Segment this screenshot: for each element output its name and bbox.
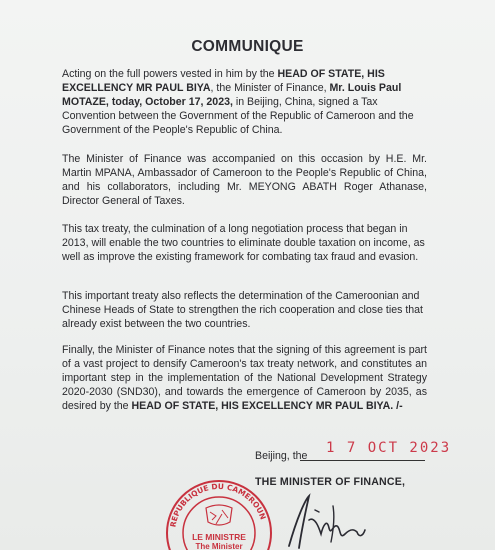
- paragraph-treaty-purpose: This tax treaty, the culmination of a long negotiation process that began in 2013, will enable the two countries to eliminate double taxation on income, as well as improve the existing framework for combating tax fraud and evasion.: [62, 223, 425, 263]
- document-title: COMMUNIQUE: [191, 38, 304, 55]
- paragraph-signing: Acting on the full powers vested in him by the HEAD OF STATE, HIS EXCELLENCY MR PAUL BIYA, the Minister of Finance, Mr. Louis Paul MOTAZE, today, October 17, 2023, in Beijing, China, signed a Tax Convention between the Government of the Republic of Cameroon and the Government of the People's Republic of China.: [62, 68, 414, 136]
- paragraph-delegation: The Minister of Finance was accompanied on this occasion by H.E. Mr. Martin MPANA, Ambassador of Cameroon to the People's Republic of China, and his collaborators, including Mr. MEYONG ABATH Roger Athanase, Director General of Taxes.: [62, 153, 427, 207]
- paragraph-conclusion: Finally, the Minister of Finance notes that the signing of this agreement is part of a vast project to densify Cameroon's tax treaty network, and constitutes an important step in the implementation of the National Development Strategy 2020-2030 (SND30), and towards the emergence of Cameroon by 2035, as desired by the HEAD OF STATE, HIS EXCELLENCY MR PAUL BIYA. /-: [62, 344, 427, 412]
- signatory-title: THE MINISTER OF FINANCE,: [255, 476, 406, 488]
- paragraph-cooperation: This important treaty also reflects the determination of the Cameroonian and Chinese Heads of State to strengthen the rich cooperation and close ties that already exist between the two countries.: [62, 290, 423, 330]
- place-date-label: Beijing, the: [255, 450, 308, 462]
- stamp-line-2: The Minister: [195, 542, 243, 550]
- official-stamp-icon: [164, 478, 274, 550]
- stamp-line-1: LE MINISTRE: [192, 532, 246, 542]
- svg-text:REPUBLIQUE DU CAMEROUN: REPUBLIQUE DU CAMEROUN: [168, 481, 268, 528]
- emblem-seal-icon: [226, 0, 266, 6]
- date-underline: [300, 460, 425, 461]
- handwritten-date: 1 7 OCT 2023: [326, 440, 452, 456]
- minister-signature: [275, 488, 385, 550]
